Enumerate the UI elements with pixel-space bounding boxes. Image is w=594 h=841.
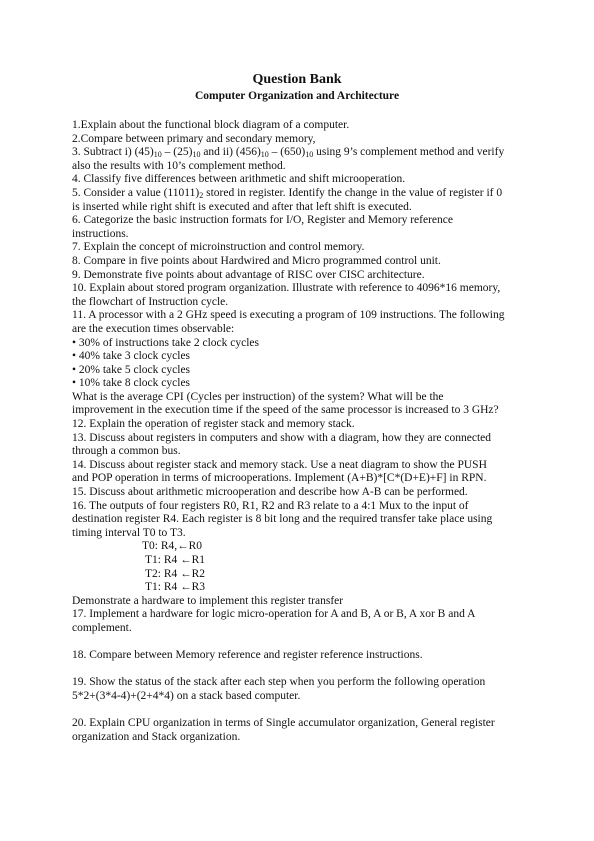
question-20: 20. Explain CPU organization in terms of Single accumulator organization, General register — [72, 717, 495, 730]
question-20-cont: organization and Stack organization. — [72, 730, 241, 743]
spacer — [72, 663, 534, 677]
question-16-cont: destination register R4. Each register is 8 bit long and the required transfer take place using — [72, 513, 493, 526]
question-16-cont: timing interval T0 to T3. — [72, 526, 186, 539]
question-19: 19. Show the status of the stack after each step when you perform the following operation — [72, 676, 486, 689]
question-11-cont: improvement in the execution time if the speed of the same processor is increased to 3 GHz? — [72, 404, 499, 417]
page-title: Question Bank — [252, 72, 342, 87]
question-3-cont: also the results with 10’s complement method. — [72, 159, 286, 172]
question-7: 7. Explain the concept of microinstruction and control memory. — [72, 241, 365, 254]
bullet-item: • 40% take 3 clock cycles — [72, 350, 191, 363]
question-5-cont: is inserted while right shift is executed and after that left shift is executed. — [72, 200, 412, 213]
question-15: 15. Discuss about arithmetic microoperation and describe how A-B can be performed. — [72, 486, 468, 499]
question-4: 4. Classify five differences between arithmetic and shift microoperation. — [72, 173, 406, 186]
question-11-cont: What is the average CPI (Cycles per instruction) of the system? What will be the — [72, 390, 444, 403]
question-10-cont: the flowchart of Instruction cycle. — [72, 295, 229, 308]
question-14: 14. Discuss about register stack and memory stack. Use a neat diagram to show the PUSH — [72, 458, 487, 471]
question-16-cont: Demonstrate a hardware to implement this register transfer — [72, 594, 344, 607]
question-list — [72, 119, 534, 744]
bullet-item: • 20% take 5 clock cycles — [72, 363, 191, 376]
spacer — [72, 636, 534, 650]
question-14-cont: and POP operation in terms of microoperations. Implement (A+B)*[C*(D+E)+F] in RPN. — [72, 472, 487, 485]
question-17: 17. Implement a hardware for logic micro-operation for A and B, A or B, A xor B and A — [72, 608, 476, 621]
bullet-item: • 30% of instructions take 2 clock cycles — [72, 336, 260, 349]
question-18: 18. Compare between Memory reference and register reference instructions. — [72, 649, 423, 662]
question-12: 12. Explain the operation of register stack and memory stack. — [72, 418, 355, 431]
question-5: 5. Consider a value $(11011)_2$ stored in register. Identify the change in the value of register if 0 — [72, 186, 503, 200]
page-subtitle: Computer Organization and Architecture — [194, 90, 400, 102]
question-2: 2.Compare between primary and secondary memory, — [72, 132, 316, 145]
question-13-cont: through a common bus. — [72, 445, 181, 458]
question-8: 8. Compare in five points about Hardwired and Micro programmed control unit. — [72, 254, 441, 267]
question-13: 13. Discuss about registers in computers and show with a diagram, how they are connected — [72, 431, 492, 444]
question-6: 6. Categorize the basic instruction formats for I/O, Register and Memory reference — [72, 214, 453, 227]
question-16: 16. The outputs of four registers R0, R1, R2 and R3 relate to a 4:1 Mux to the input of — [72, 499, 469, 512]
register-transfer: T1: R4 ←R1 — [145, 554, 206, 566]
spacer — [72, 704, 534, 718]
question-3: 3. Subtract i) $(45)_{10} - (25)_{10}$ and ii) $(456)_{10} - (650)_{10}$ using 9’s complement method and verify — [72, 146, 505, 160]
question-11-cont: are the execution times observable: — [72, 322, 235, 335]
question-17-cont: complement. — [72, 621, 132, 634]
question-10: 10. Explain about stored program organization. Illustrate with reference to 4096*16 memory, — [72, 282, 501, 295]
bullet-item: • 10% take 8 clock cycles — [72, 377, 191, 390]
register-transfer: T2: R4 ←R2 — [145, 567, 206, 580]
register-transfer: T1: R4 ←R3 — [145, 581, 206, 594]
register-transfer: T0: R4,←R0 — [142, 540, 203, 553]
question-19-cont: 5*2+(3*4-4)+(2+4*4) on a stack based computer. — [72, 689, 301, 702]
question-6-cont: instructions. — [72, 227, 129, 240]
question-1: 1.Explain about the functional block diagram of a computer. — [72, 119, 350, 131]
question-11: 11. A processor with a 2 GHz speed is executing a program of 109 instructions. The following — [72, 309, 505, 322]
question-9: 9. Demonstrate five points about advantage of RISC over CISC architecture. — [72, 268, 425, 281]
